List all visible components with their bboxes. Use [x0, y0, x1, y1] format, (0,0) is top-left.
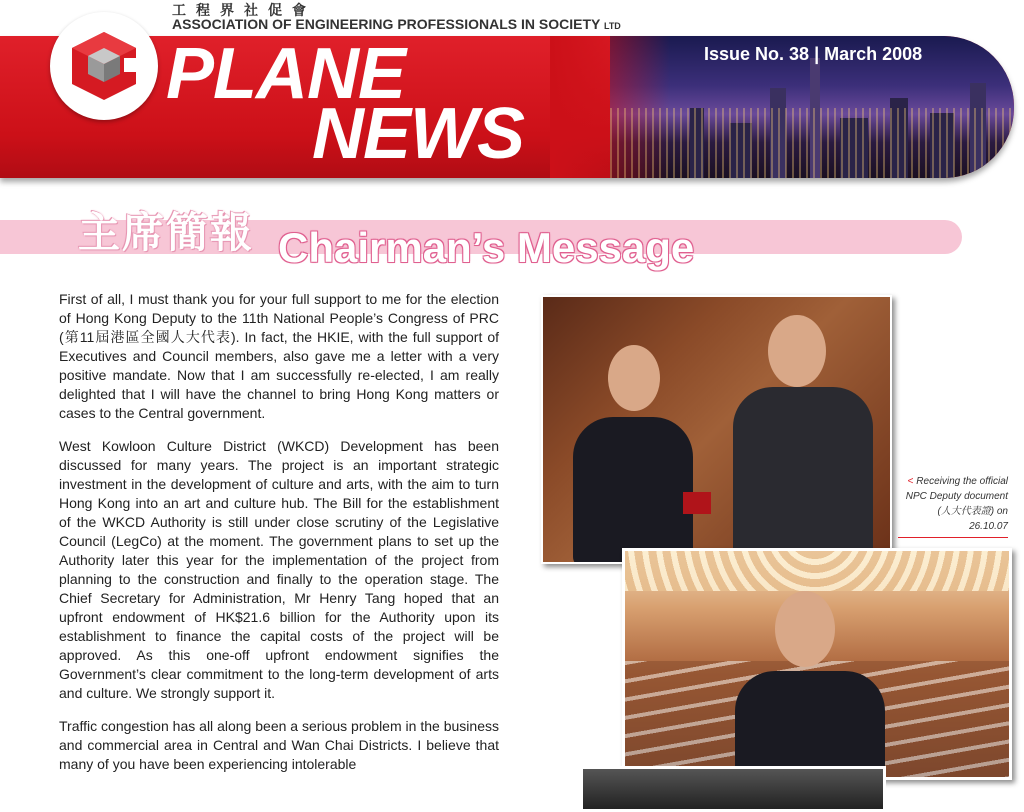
org-english-name — [172, 16, 621, 32]
photo-receiving-document — [541, 295, 892, 564]
photo-caption — [898, 474, 1008, 538]
logo-mark-icon — [68, 30, 140, 102]
section-heading-english: Chairman’s Message — [278, 224, 695, 271]
newsletter-title-line1: PLANE — [166, 34, 406, 114]
article-paragraph: West Kowloon Culture District (WKCD) Development has been discussed for many years. The project is an important strategic investment in the development of culture and arts, with the aim to turn Hong Kong into an art and culture hub. The Bill for the establishment of the WKCD Authority is still under close scrutiny of the Legislative Council (LegCo) at the moment. The government plans to set up the Authority later this year for the implementation of the project from planning to the construction and finally to the operation stage. The Chief Secretary for Administration, Mr Henry Tang hoped that an upfront endowment of HK$21.6 billion for the Authority upon its establishment to finance the capital costs of the project will be approved. As this one-off upfront endowment signifies the Government’s clear commitment to the long-term development of arts and culture. We strongly support it. — [59, 438, 499, 701]
org-chinese-name: 工程界社促會 — [172, 3, 316, 19]
org-english-text: ASSOCIATION OF ENGINEERING PROFESSIONALS IN SOCIETY — [172, 16, 601, 32]
section-heading-chinese: 主席簡報 — [78, 208, 255, 257]
org-suffix: LTD — [603, 21, 621, 31]
photo-partial — [580, 766, 886, 812]
caption-text: Receiving the official NPC Deputy document (人大代表證) on 26.10.07 — [905, 476, 1008, 532]
article-paragraph: First of all, I must thank you for your full support to me for the election of Hong Kong Deputy to the 11th National People’s Congress of PRC (第11屆港區全國人大代表). In fact, the HKIE, with the full support of Executives and Council members, also gave me a letter with a very positive mandate. Now that I am successfully re-elected, I am really delighted that I will have the channel to bring Hong Kong matters or cases to the Central government. — [59, 291, 499, 421]
article-body — [59, 290, 499, 788]
issue-date: March 2008 — [824, 44, 923, 64]
newsletter-title-line2: NEWS — [312, 94, 524, 174]
issue-divider: | — [814, 44, 825, 64]
issue-number: Issue No. 38 — [704, 44, 810, 64]
article-paragraph: Traffic congestion has all along been a serious problem in the business and commercial area in Central and Wan Chai Districts. I believe that many of you have been experiencing intolerable — [59, 718, 499, 772]
photo-congress-hall — [622, 548, 1012, 780]
issue-info — [704, 44, 922, 65]
caption-arrow-icon: < — [907, 476, 914, 487]
